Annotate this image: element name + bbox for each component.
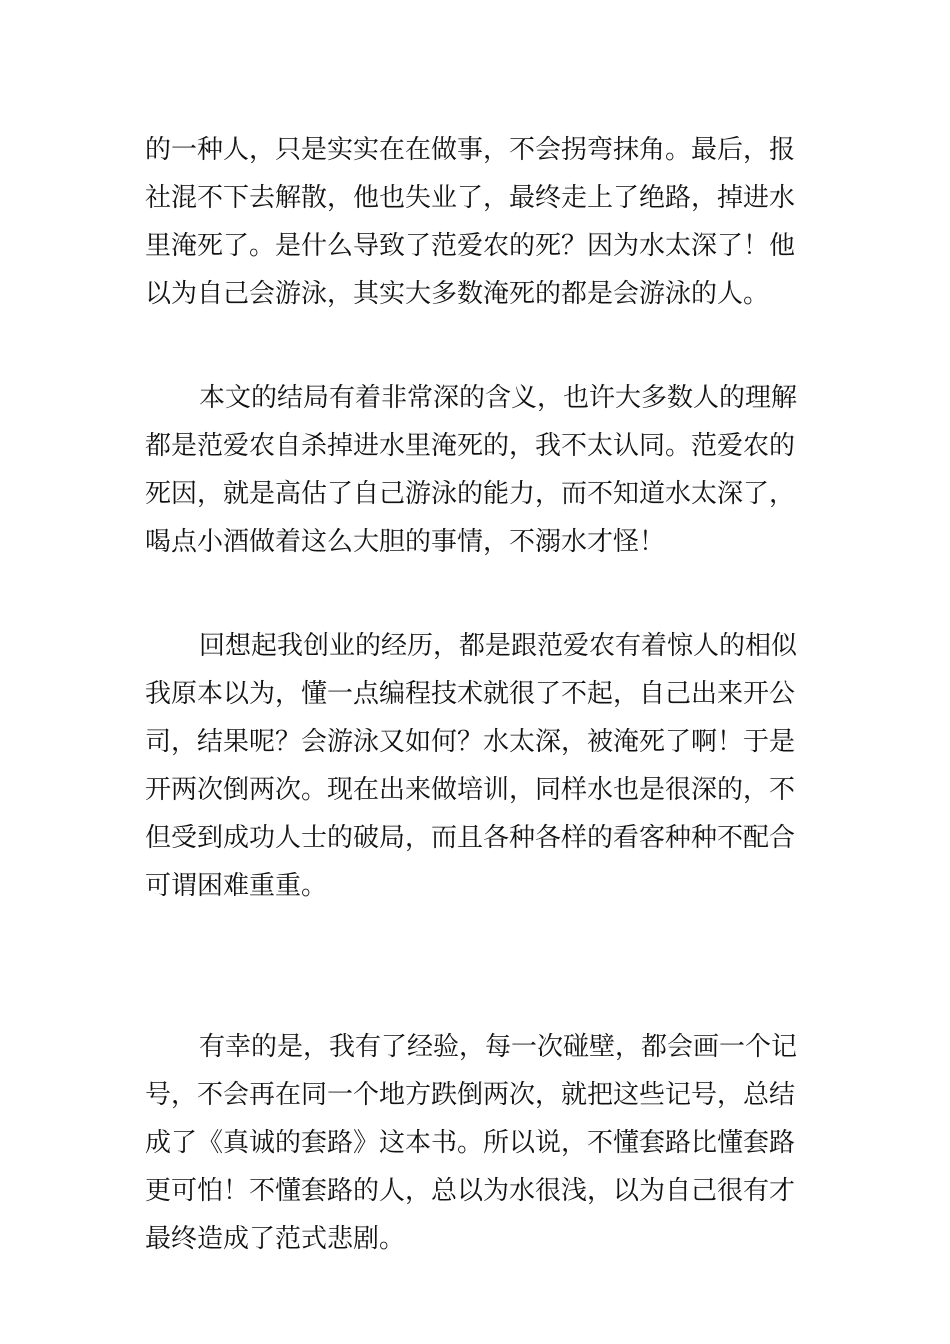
text-line: 开两次倒两次。现在出来做培训，同样水也是很深的，不 <box>145 775 796 805</box>
paragraph-4 <box>145 1023 805 1263</box>
text-line: 更可怕！不懂套路的人，总以为水很浅，以为自己很有才 <box>145 1176 796 1206</box>
paragraph-1 <box>145 126 805 318</box>
text-line: 都是范爱农自杀掉进水里淹死的，我不太认同。范爱农的 <box>145 431 796 461</box>
text-line: 可谓困难重重。 <box>145 871 328 901</box>
text-line: 社混不下去解散，他也失业了，最终走上了绝路，掉进水 <box>145 183 796 213</box>
text-line: 本文的结局有着非常深的含义，也许大多数人的理解 <box>199 383 798 413</box>
text-line: 司，结果呢？会游泳又如何？水太深，被淹死了啊！于是 <box>145 727 796 757</box>
text-line: 但受到成功人士的破局，而且各种各样的看客种种不配合 <box>145 823 796 853</box>
text-line: 死因，就是高估了自己游泳的能力，而不知道水太深了， <box>145 479 796 509</box>
text-line: 最终造成了范式悲剧。 <box>145 1224 406 1254</box>
paragraph-2 <box>145 374 805 566</box>
text-line: 号，不会再在同一个地方跌倒两次，就把这些记号，总结 <box>145 1080 796 1110</box>
text-line: 有幸的是，我有了经验，每一次碰壁，都会画一个记 <box>199 1032 798 1062</box>
text-line: 的一种人，只是实实在在做事，不会拐弯抹角。最后，报 <box>145 135 796 165</box>
text-line: 回想起我创业的经历，都是跟范爱农有着惊人的相似 <box>199 631 798 661</box>
text-line: 成了《真诚的套路》这本书。所以说，不懂套路比懂套路 <box>145 1128 796 1158</box>
paragraph-3 <box>145 622 805 910</box>
text-line: 以为自己会游泳，其实大多数淹死的都是会游泳的人。 <box>145 279 770 309</box>
text-line: 我原本以为，懂一点编程技术就很了不起，自己出来开公 <box>145 679 796 709</box>
text-line: 里淹死了。是什么导致了范爱农的死？因为水太深了！他 <box>145 231 796 261</box>
text-line: 喝点小酒做着这么大胆的事情，不溺水才怪！ <box>145 527 666 557</box>
